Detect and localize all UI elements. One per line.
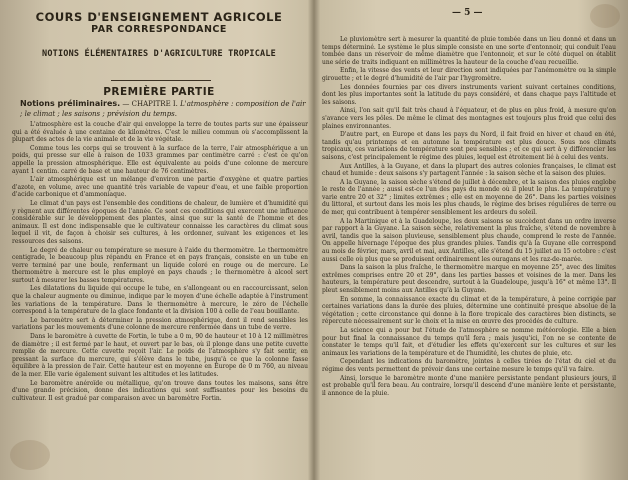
- chapter-label: CHAPITRE I.: [131, 100, 178, 108]
- paragraph: Le climat d'un pays est l'ensemble des conditions de chaleur, de lumière et d'humidité qui y règnent aux différentes époques de l'année. Ce sont ces conditions qui exercent une influence considérable sur le développement des plantes, ainsi que sur la santé de l'homme et des animaux. Il est donc indispensable que le cultivateur connaisse les caractères du climat sous lequel il vit, de façon à choisir ses cultures, à les ordonner, suivant les exigences et les ressources des saisons.: [12, 199, 308, 245]
- paragraph: Le baromètre anéroïde ou métallique, qu'on trouve dans toutes les maisons, sans être d'une grande précision, donne des indications qui sont suffisantes pour les besoins du cultivateur. Il est gradué par comparaison avec un baromètre Fortin.: [12, 379, 308, 402]
- paragraph: Ainsi, l'on sait qu'il fait très chaud à l'équateur, et de plus en plus froid, à mesure qu'on s'avance vers les pôles. De même le climat des montagnes est toujours plus froid que celui des plaines environnantes.: [322, 107, 616, 130]
- chapter-heading: Notions préliminaires. — CHAPITRE I. L'atmosphère : composition de l'air ; le climat ; les saisons ; prévision du temps.: [20, 99, 306, 118]
- course-subtitle: PAR CORRESPONDANCE: [91, 24, 227, 35]
- paragraph: D'autre part, en Europe et dans les pays du Nord, il fait froid en hiver et chaud en été, tandis qu'au printemps et en automne la température est plus douce. Sous nos climats tropicaux, ces variations de température sont peu sensibles ; et ce qui sert à y différencier les saisons, c'est principalement le régime des pluies, lequel est étroitement lié à celui des vents.: [322, 131, 616, 161]
- paragraph: L'air atmosphérique est un mélange d'environ une partie d'oxygène et quatre parties d'azote, en volume, avec une quantité très variable de vapeur d'eau, et une faible proportion d'acide carbonique et d'ammoniaque.: [12, 176, 308, 199]
- paragraph: A la Guyane, la saison sèche s'étend de juillet à décembre, et la saison des pluies englobe le reste de l'année ; aussi est-ce l'un des pays du monde où il pleut le plus. La température y varie entre 20 et 32° ; limites extrêmes ; elle est en moyenne de 26°. Dans les parties voisines du littoral, et surtout dans les mois les plus chauds, le régime des brises régulières de terre ou de mer, qui contribuent à tempérer sensiblement les ardeurs du soleil.: [322, 178, 616, 217]
- page-number: — 5 —: [452, 8, 483, 18]
- part-title: PREMIÈRE PARTIE: [103, 86, 215, 98]
- paragraph: Dans la saison la plus fraîche, le thermomètre marque en moyenne 25°, avec des limites extrêmes comprises entre 20 et 29°, dans les parties basses et voisines de la mer. Dans les hauteurs, la température peut descendre, surtout à la Guadeloupe, jusqu'à 16° et même 13°. Il pleut sensiblement moins aux Antilles qu'à la Guyane.: [322, 264, 616, 294]
- paragraph: Dans le baromètre à cuvette de Fortin, le tube a 0 m, 90 de hauteur et 10 à 12 millimètres de diamètre ; il est fermé par le haut, et ouvert par le bas, où il plonge dans une petite cuvette remplie de mercure. Cette cuvette reçoit l'air. Le poids de l'atmosphère s'y fait sentir, en pressant la surface du mercure, qui s'élève dans le tube, jusqu'à ce que la colonne fasse équilibre à la pression de l'air. Cette hauteur est en moyenne en Europe de 0 m 760, au niveau de la mer. Elle varie également suivant les altitudes et les latitudes.: [12, 333, 308, 378]
- divider-rule: [111, 80, 211, 81]
- paragraph: L'atmosphère est la couche d'air qui enveloppe la terre de toutes parts sur une épaisseur qui a été évaluée à une centaine de kilomètres. C'est le milieu commun où s'accomplissent la plupart des actes de la vie animale et de la vie végétale.: [12, 121, 308, 144]
- paragraph: Le degré de chaleur ou température se mesure à l'aide du thermomètre. Le thermomètre centigrade, le beaucoup plus répandu en France et en pays français, consiste en un tube en verre terminé par une boule, renfermant un liquide coloré en rouge ou de mercure. Le thermomètre à mercure est le plus employé en pays chauds ; le thermomètre à alcool sert surtout à mesurer les basses températures.: [12, 246, 308, 284]
- paragraph: Ainsi, lorsque le baromètre monte d'une manière persistante pendant plusieurs jours, il est probable qu'il fera beau. Au contraire, lorsqu'il descend d'une manière lente et persistante, il annonce de la pluie.: [322, 374, 616, 397]
- right-page: [318, 0, 618, 480]
- paragraph: Comme tous les corps qui se trouvent à la surface de la terre, l'air atmosphérique a un poids, qui presse sur elle à raison de 1033 grammes par centimètre carré : c'est ce qu'on appelle la pression atmosphérique. Elle est équivalente au poids d'une colonne de mercure ayant 1 centim. carré de base et une hauteur de 76 centimètres.: [12, 144, 308, 175]
- left-body-text: [12, 121, 308, 403]
- paragraph: Aux Antilles, à la Guyane, et dans la plupart des autres colonies françaises, le climat est chaud et humide : deux saisons s'y partagent l'année : la saison sèche et la saison des pluies.: [322, 162, 616, 178]
- paragraph: Le pluviomètre sert à mesurer la quantité de pluie tombée dans un lieu donné et dans un temps déterminé. Le système le plus simple consiste en une sorte d'entonnoir, qui conduit l'eau tombée dans un réservoir de même diamètre que l'entonnoir, et sur le côté duquel on établit une série de traits indiquant en millimètres la hauteur de la couche d'eau recueillie.: [322, 36, 616, 66]
- paragraph: La science qui a pour but l'étude de l'atmosphère se nomme météorologie. Elle a bien pour but final la connaissance du temps qu'il fera ; mais jusqu'ici, l'on ne se contente de constater le temps qu'il fait, et d'étudier les effets qu'exercent sur les cultures et sur les animaux les variations de la température et de l'humidité, les chutes de pluie, etc.: [322, 326, 616, 357]
- chapter-subtitle: L'atmosphère : composition de l'air ; le climat ; les saisons ; prévision du temps.: [20, 100, 306, 118]
- left-page: [6, 0, 312, 480]
- paragraph: En somme, la connaissance exacte du climat et de la température, à peine corrigée par certaines variations dans la durée des pluies, détermine une continuité presque absolue de la végétation ; cette circonstance qui donne à la flore tropicale des caractères bien distincts, se répercute nécessairement sur le choix et la mise en œuvre des procédés de culture.: [322, 295, 616, 326]
- paragraph: A la Martinique et à la Guadeloupe, les deux saisons se succèdent dans un ordre inverse par rapport à la Guyane. La saison sèche, relativement la plus fraîche, s'étend de novembre à avril, tandis que la saison pluvieuse, sensiblement plus chaude, comprend le reste de l'année. On appelle hivernage l'époque des plus grandes pluies. Tandis qu'à la Guyane elle correspond au mois de février, mars, avril et mai, aux Antilles, elle s'étend du 15 juillet au 15 octobre : c'est aussi celle où plus que se produisent ordinairement les ouragans et les raz-de-marée.: [322, 217, 616, 263]
- right-body-text: [322, 36, 616, 398]
- paragraph: Enfin, la vitesse des vents et leur direction sont indiquées par l'anémomètre ou la simple girouette ; et le degré d'humidité de l'air par l'hygromètre.: [322, 67, 616, 82]
- paragraph: Cependant les indications du baromètre, jointes à celles tirées de l'état du ciel et du régime des vents permettent de prévoir dans une certaine mesure le temps qu'il va faire.: [322, 358, 616, 373]
- paragraph: Les dilatations du liquide qui occupe le tube, en s'allongeant ou en raccourcissant, selon que la chaleur augmente ou diminue, indique par le moyen d'une échelle adaptée à l'instrument les variations de la température. Dans le thermomètre à mercure, le zéro de l'échelle correspond à la température de la glace fondante et la division 100 à celle de l'eau bouillante.: [12, 285, 308, 316]
- notions-label: Notions préliminaires.: [20, 99, 121, 108]
- course-title: COURS D'ENSEIGNEMENT AGRICOLE: [35, 10, 283, 24]
- paragraph: Les données fournies par ces divers instruments varient suivant certaines conditions, dont les plus importantes sont la latitude du pays considéré, et dans chaque pays l'altitude et les saisons.: [322, 83, 616, 106]
- paragraph: Le baromètre sert à déterminer la pression atmosphérique, dont il rend sensibles les variations par les mouvements d'une colonne de mercure renfermée dans un tube de verre.: [12, 316, 308, 332]
- section-title: NOTIONS ÉLÉMENTAIRES D'AGRICULTURE TROPICALE: [42, 49, 276, 59]
